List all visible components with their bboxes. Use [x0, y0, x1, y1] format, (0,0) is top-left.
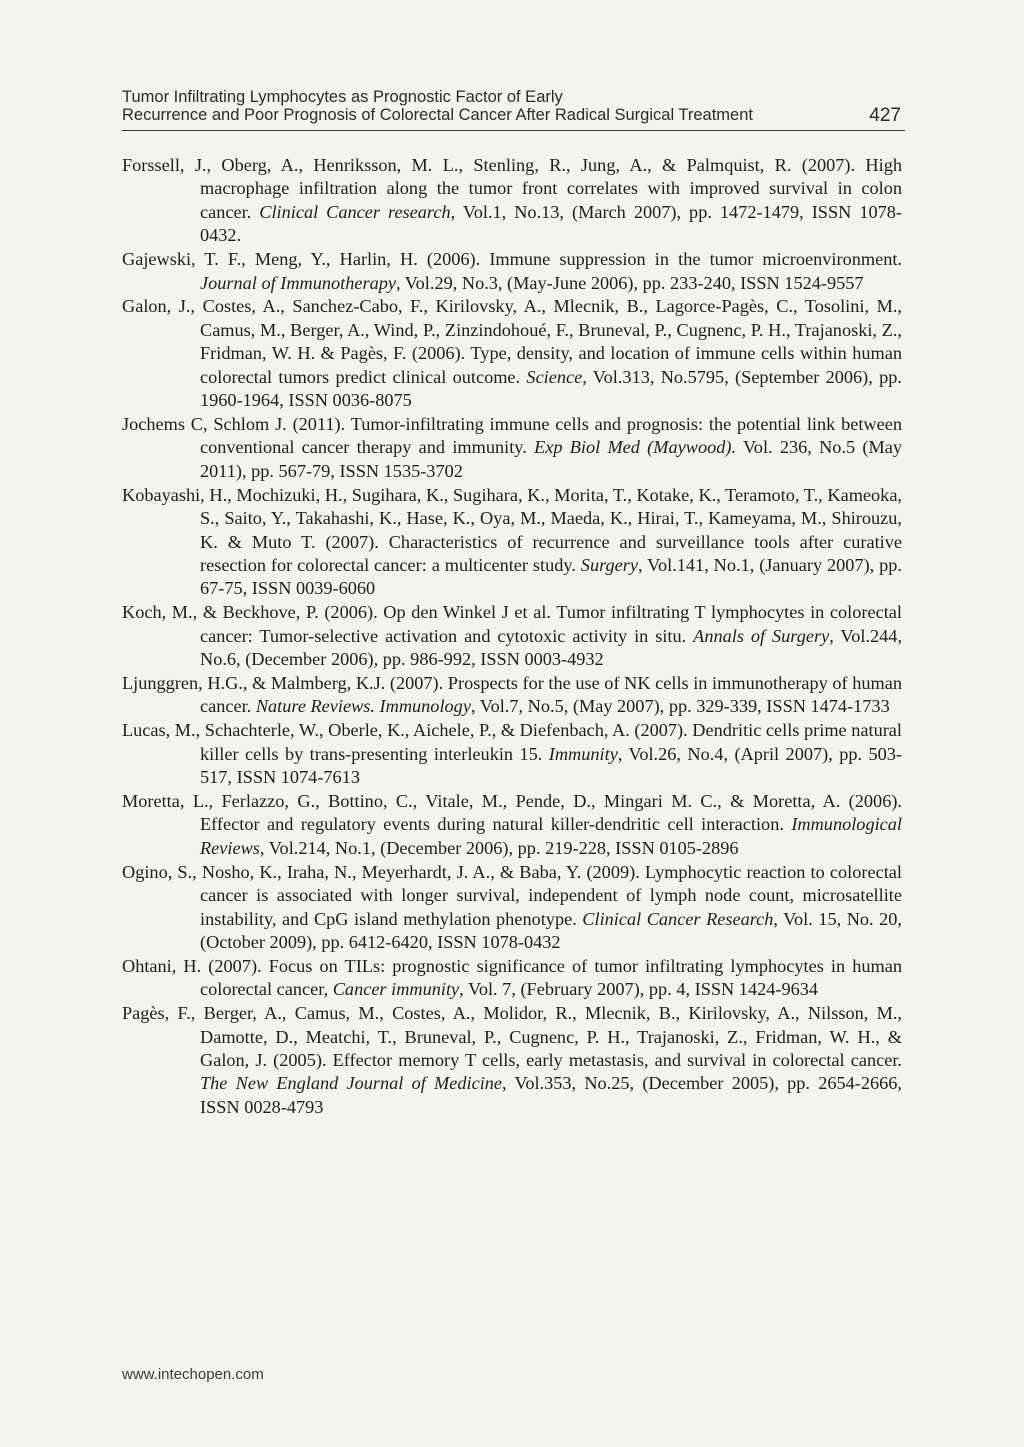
reference-text: Pagès, F., Berger, A., Camus, M., Costes, A., Molidor, R., Mlecnik, B., Kirilovsky, A., Nilsson, M., Damotte, D., Meatchi, T., Bruneval, P., Cugnenc, P. H., Trajanoski, Z., Fridman, W. H., & Galon, J. (2005). Effector memory T cells, early metastasis, and survival in colorectal cancer. — [122, 1003, 902, 1070]
reference-entry — [122, 790, 902, 860]
reference-journal: Immunity — [548, 743, 618, 764]
reference-journal: Nature Reviews. Immunology — [255, 696, 471, 717]
reference-entry — [122, 248, 902, 295]
reference-text: Ogino, S., Nosho, K., Iraha, N., Meyerhardt, J. A., & Baba, Y. (2009). Lymphocytic reaction to colorectal cancer is associated with longer survival, independent of lymph node count, microsatellite instability, and CpG island methylation phenotype. — [122, 861, 902, 929]
reference-entry — [122, 955, 902, 1002]
reference-journal: Clinical Cancer Research — [582, 908, 774, 929]
reference-journal: Exp Biol Med (Maywood). — [534, 437, 737, 458]
reference-journal: Clinical Cancer research — [259, 201, 451, 222]
reference-text: Galon, J., Costes, A., Sanchez-Cabo, F., Kirilovsky, A., Mlecnik, B., Lagorce-Pagès, C., Tosolini, M., Camus, M., Berger, A., Wind, P., Zinzindohoué, F., Bruneval, P., Cugnenc, P. H., Trajanoski, Z., Fridman, W. H. & Pagès, F. (2006). Type, density, and location of immune cells within human colorectal tumors predict clinical outcome. — [122, 296, 902, 387]
reference-details: , Vol.26, No.4, (April 2007), pp. 503-517, ISSN 1074-7613 — [200, 743, 902, 788]
reference-entry — [122, 295, 902, 412]
reference-details: , Vol.141, No.1, (January 2007), pp. 67-75, ISSN 0039-6060 — [200, 554, 903, 599]
reference-journal: Cancer immunity — [332, 979, 460, 1000]
reference-text: Forssell, J., Oberg, A., Henriksson, M. L., Stenling, R., Jung, A., & Palmquist, R. (2007). High macrophage infiltration along the tumor front correlates with improved survival in colon cancer. — [122, 155, 902, 222]
reference-entry — [122, 601, 902, 671]
reference-text: Moretta, L., Ferlazzo, G., Bottino, C., Vitale, M., Pende, D., Mingari M. C., & Moretta, A. (2006). Effector and regulatory events during natural killer-dendritic cell interaction. — [122, 790, 902, 835]
reference-entry — [122, 719, 902, 789]
running-title-line-1: Tumor Infiltrating Lymphocytes as Prognostic Factor of Early — [122, 88, 563, 106]
reference-details: , Vol. 15, No. 20, (October 2009), pp. 6412-6420, ISSN 1078-0432 — [200, 908, 902, 952]
reference-details: Vol. 236, No.5 (May 2011), pp. 567-79, ISSN 1535-3702 — [200, 437, 902, 481]
running-header — [122, 88, 905, 124]
reference-entry — [122, 413, 902, 483]
reference-text: Jochems C, Schlom J. (2011). Tumor-infiltrating immune cells and prognosis: the potential link between conventional cancer therapy and immunity. — [122, 413, 902, 458]
reference-details: , Vol. 7, (February 2007), pp. 4, ISSN 1424-9634 — [459, 979, 819, 1000]
reference-entry — [122, 484, 902, 601]
running-title-line-2: Recurrence and Poor Prognosis of Colorectal Cancer After Radical Surgical Treatment — [122, 106, 753, 124]
reference-details: , Vol.214, No.1, (December 2006), pp. 219-228, ISSN 0105-2896 — [259, 837, 739, 858]
reference-entry — [122, 154, 902, 248]
reference-entry — [122, 672, 902, 719]
reference-text: Ohtani, H. (2007). Focus on TILs: prognostic significance of tumor infiltrating lymphocytes in human colorectal cancer, — [122, 955, 902, 1000]
reference-journal: Science — [526, 366, 583, 387]
reference-journal: Journal of Immunotherapy — [200, 272, 396, 293]
reference-details: , Vol.29, No.3, (May-June 2006), pp. 233-240, ISSN 1524-9557 — [396, 272, 864, 293]
reference-text: Koch, M., & Beckhove, P. (2006). Op den Winkel J et al. Tumor infiltrating T lymphocytes in colorectal cancer: Tumor-selective activation and cytotoxic activity in situ. — [122, 602, 902, 646]
reference-text: Ljunggren, H.G., & Malmberg, K.J. (2007). Prospects for the use of NK cells in immunotherapy of human cancer. — [122, 672, 902, 717]
reference-journal: Immunological Reviews — [200, 814, 902, 858]
reference-journal: Surgery — [580, 554, 638, 575]
footer-url: www.intechopen.com — [122, 1366, 264, 1383]
reference-details: , Vol.313, No.5795, (September 2006), pp. 1960-1964, ISSN 0036-8075 — [200, 366, 902, 411]
reference-text: Gajewski, T. F., Meng, Y., Harlin, H. (2006). Immune suppression in the tumor microenvironment. — [122, 249, 902, 270]
reference-details: , Vol.353, No.25, (December 2005), pp. 2654-2666, ISSN 0028-4793 — [200, 1073, 903, 1117]
reference-details: , Vol.7, No.5, (May 2007), pp. 329-339, ISSN 1474-1733 — [470, 696, 890, 717]
reference-journal: Annals of Surgery — [693, 625, 830, 646]
reference-details: , Vol.1, No.13, (March 2007), pp. 1472-1479, ISSN 1078-0432. — [200, 201, 902, 246]
page-number: 427 — [869, 105, 901, 126]
reference-details: , Vol.244, No.6, (December 2006), pp. 986-992, ISSN 0003-4932 — [200, 625, 903, 670]
reference-journal: The New England Journal of Medicine — [200, 1073, 503, 1094]
reference-entry — [122, 1002, 902, 1119]
reference-text: Kobayashi, H., Mochizuki, H., Sugihara, K., Sugihara, K., Morita, T., Kotake, K., Teramoto, T., Kameoka, S., Saito, Y., Takahashi, K., Hase, K., Oya, M., Maeda, K., Hirai, T., Kameyama, M., Shirouzu, K. & Muto T. (2007). Characteristics of recurrence and surveillance tools after curative resection for colorectal cancer: a multicenter study. — [122, 484, 902, 575]
header-divider — [122, 130, 905, 131]
reference-entry — [122, 861, 902, 955]
reference-text: Lucas, M., Schachterle, W., Oberle, K., Aichele, P., & Diefenbach, A. (2007). Dendritic cells prime natural killer cells by trans-presenting interleukin 15. — [122, 720, 902, 764]
reference-list — [122, 154, 902, 1120]
